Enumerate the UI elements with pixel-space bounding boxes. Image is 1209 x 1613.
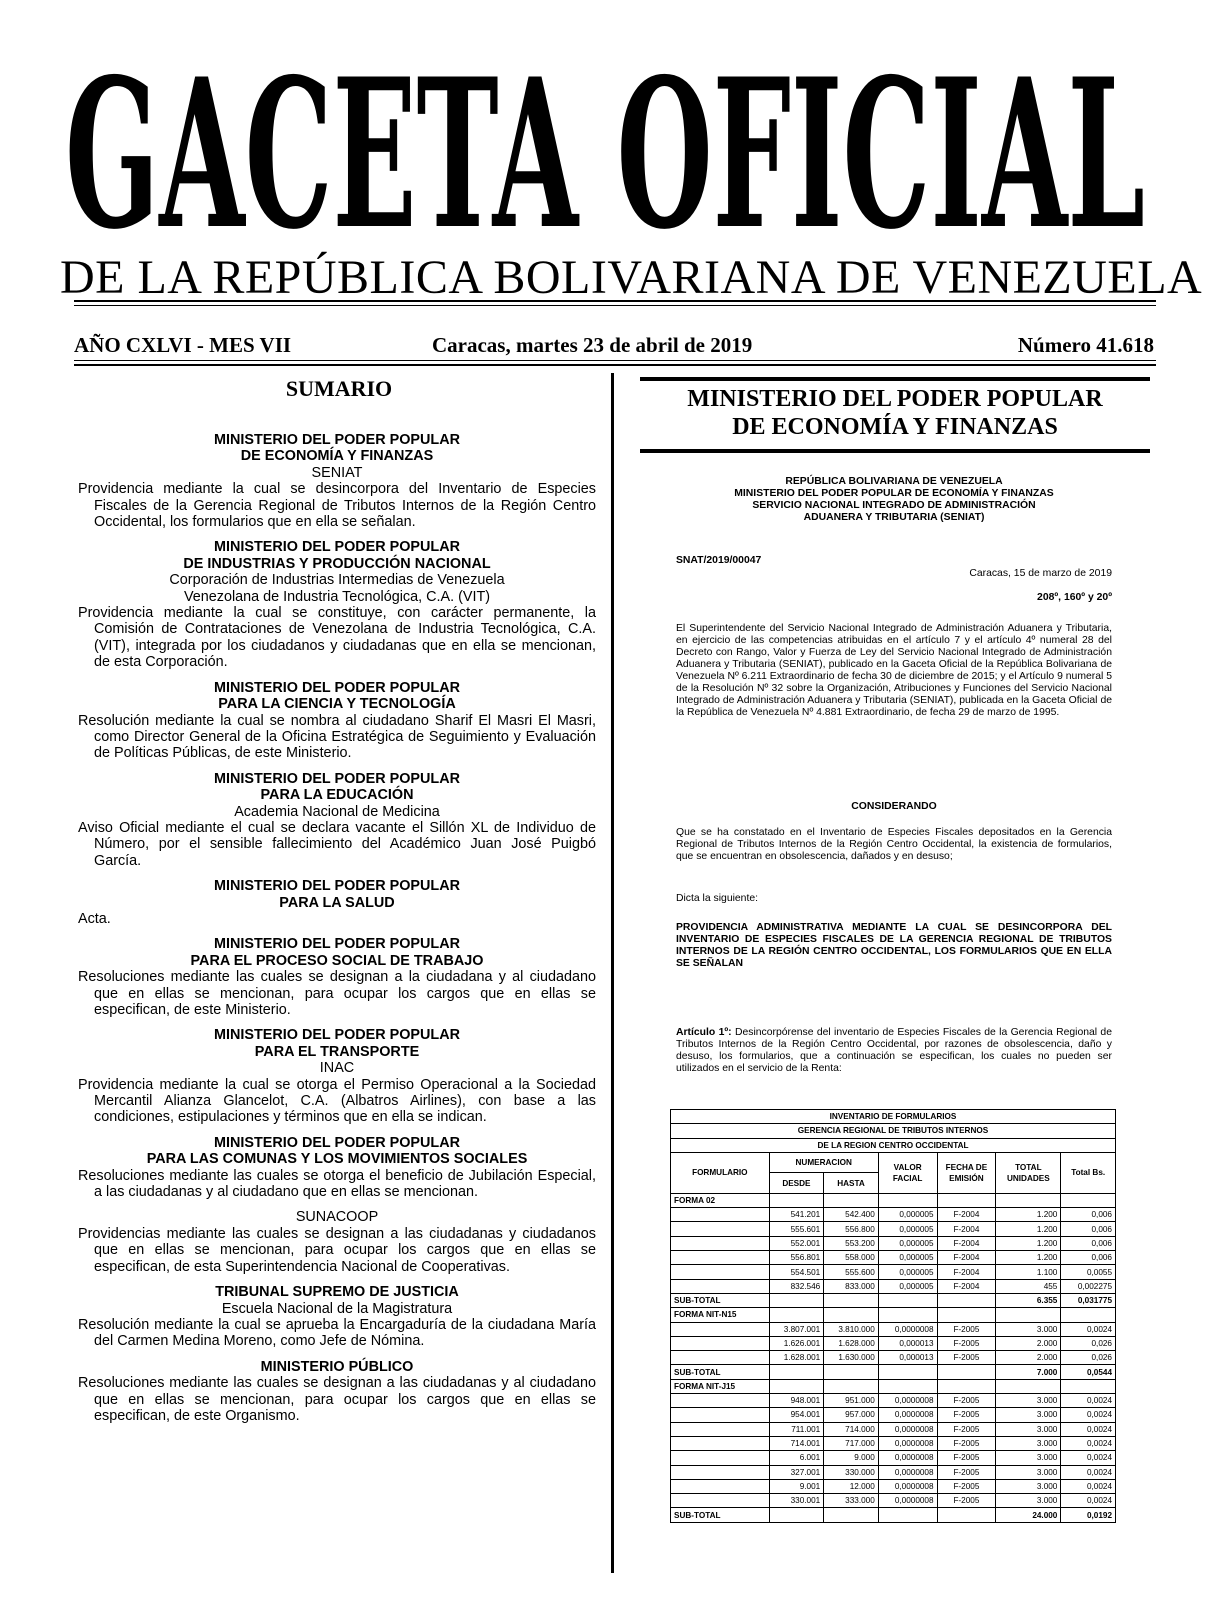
considerando-text: Que se ha constatado en el Inventario de Especies Fiscales depositados en la Gerencia Regional de Tributos Internos de la Región Centro Occidental, la existencia de formularios, que se encuentran en obsolescencia, dañados y en desuso; <box>676 827 1112 862</box>
providencia-title: PROVIDENCIA ADMINISTRATIVA MEDIANTE LA CUAL SE DESINCORPORA DEL INVENTARIO DE ESPECIES FISCALES DE LA GERENCIA REGIONAL DE TRIBUTOS INTERNOS DE LA REGIÓN CENTRO OCCIDENTAL, LOS FORMULARIOS QUE EN ELLA SE SEÑALAN <box>676 922 1112 969</box>
empty-cell <box>671 1451 770 1465</box>
total-bs-cell: 0,0024 <box>1061 1494 1116 1508</box>
empty-cell <box>878 1308 937 1322</box>
empty-cell <box>878 1193 937 1207</box>
hasta-cell: 714.000 <box>824 1422 879 1436</box>
total-bs-cell: 0,006 <box>1061 1236 1116 1250</box>
section-heading: PARA EL PROCESO SOCIAL DE TRABAJO <box>190 952 484 969</box>
section-subheading: Escuela Nacional de la Magistratura <box>221 1300 453 1317</box>
empty-cell <box>824 1193 879 1207</box>
section-entry: Resoluciones mediante las cuales se designan a las ciudadanas y al ciudadano que en ellas se mencionan, para ocupar los cargos que en ellas se especifican, de este Organismo. <box>78 1375 596 1424</box>
empty-cell <box>769 1365 824 1379</box>
subtotal-label: SUB-TOTAL <box>671 1293 770 1307</box>
table-title-2: GERENCIA REGIONAL DE TRIBUTOS INTERNOS <box>671 1124 1116 1138</box>
empty-cell <box>769 1379 824 1393</box>
empty-cell <box>937 1293 996 1307</box>
total-unidades-cell: 3.000 <box>996 1479 1061 1493</box>
valor-facial-cell: 0,000005 <box>878 1251 937 1265</box>
section-heading: MINISTERIO DEL PODER POPULAR <box>214 770 460 787</box>
group-name-cell: FORMA NIT-J15 <box>671 1379 770 1393</box>
fecha-emision-cell: F-2005 <box>937 1494 996 1508</box>
valor-facial-cell: 0,0000008 <box>878 1479 937 1493</box>
section-heading: PARA LAS COMUNAS Y LOS MOVIMIENTOS SOCIALES <box>146 1151 528 1168</box>
table-title-1: INVENTARIO DE FORMULARIOS <box>671 1110 1116 1124</box>
header-line: MINISTERIO DEL PODER POPULAR DE ECONOMÍA Y FINANZAS <box>734 488 1054 499</box>
empty-cell <box>671 1236 770 1250</box>
sumario-section-industrias <box>78 539 596 670</box>
col-total-bs: Total Bs. <box>1061 1152 1116 1193</box>
section-entry: Resoluciones mediante las cuales se designan a la ciudadana y al ciudadano que en ellas se mencionan, para ocupar los cargos que en ellas se especifican, de este Ministerio. <box>78 969 596 1018</box>
table-row <box>671 1251 1116 1265</box>
fecha-emision-cell: F-2005 <box>937 1465 996 1479</box>
valor-facial-cell: 0,0000008 <box>878 1451 937 1465</box>
desde-cell: 711.001 <box>769 1422 824 1436</box>
valor-facial-cell: 0,0000008 <box>878 1465 937 1479</box>
sumario-section-trabajo <box>78 936 596 1018</box>
fecha-emision-cell: F-2005 <box>937 1408 996 1422</box>
fecha-emision-cell: F-2004 <box>937 1251 996 1265</box>
hasta-cell: 553.200 <box>824 1236 879 1250</box>
total-unidades-cell: 3.000 <box>996 1322 1061 1336</box>
section-subheading: Corporación de Industrias Intermedias de Venezuela <box>169 572 505 589</box>
valor-facial-cell: 0,000013 <box>878 1351 937 1365</box>
desde-cell: 3.807.001 <box>769 1322 824 1336</box>
valor-facial-cell: 0,0000008 <box>878 1436 937 1450</box>
fecha-emision-cell: F-2004 <box>937 1236 996 1250</box>
ministry-rule-top <box>640 377 1150 381</box>
group-header-row <box>671 1308 1116 1322</box>
hasta-cell: 833.000 <box>824 1279 879 1293</box>
empty-cell <box>769 1193 824 1207</box>
total-bs-cell: 0,006 <box>1061 1208 1116 1222</box>
document-intro: El Superintendente del Servicio Nacional Integrado de Administración Aduanera y Tributaria, en ejercicio de las competencias atribuidas en el artículo 7 y el artículo 4º numeral 28 del Decreto con Rango, Valor y Fuerza de Ley del Servicio Nacional Integrado de Administración Aduanera y Tributaria (SENIAT), publicado en la Gaceta Oficial de la República Bolivariana de Venezuela Nº 6.211 Extraordinario de fecha 30 de diciembre de 2015; y el Artículo 9 numeral 5 de la Resolución Nº 32 sobre la Organización, Atribuciones y Funciones del Servicio Nacional Integrado de Administración Aduanera y Tributaria (SENIAT), publicada en la Gaceta Oficial de la República de Venezuela Nº 4.881 Extraordinario, de fecha 29 de marzo de 1995. <box>676 623 1112 718</box>
section-heading: MINISTERIO DEL PODER POPULAR <box>214 432 460 448</box>
empty-cell <box>1061 1379 1116 1393</box>
empty-cell <box>1061 1308 1116 1322</box>
section-heading: DE ECONOMÍA Y FINANZAS <box>240 448 434 465</box>
section-heading: MINISTERIO DEL PODER POPULAR <box>214 936 460 953</box>
table-row <box>671 1208 1116 1222</box>
issue-rule-thin <box>74 360 1156 361</box>
section-subheading: Venezolana de Industria Tecnológica, C.A. (VIT) <box>183 588 491 605</box>
total-bs-cell: 0,0024 <box>1061 1451 1116 1465</box>
valor-facial-cell: 0,0000008 <box>878 1394 937 1408</box>
valor-facial-cell: 0,0000008 <box>878 1408 937 1422</box>
total-bs-cell: 0,0024 <box>1061 1422 1116 1436</box>
articulo-label: Artículo 1º: <box>676 1027 732 1038</box>
table-row <box>671 1422 1116 1436</box>
valor-facial-cell: 0,000013 <box>878 1336 937 1350</box>
empty-cell <box>878 1365 937 1379</box>
header-line: ADUANERA Y TRIBUTARIA (SENIAT) <box>803 512 985 523</box>
total-unidades-cell: 455 <box>996 1279 1061 1293</box>
desde-cell: 552.001 <box>769 1236 824 1250</box>
document-header <box>676 476 1112 524</box>
sumario-section-salud <box>78 878 596 927</box>
empty-cell <box>996 1308 1061 1322</box>
desde-cell: 714.001 <box>769 1436 824 1450</box>
desde-cell: 9.001 <box>769 1479 824 1493</box>
hasta-cell: 957.000 <box>824 1408 879 1422</box>
empty-cell <box>937 1193 996 1207</box>
fecha-emision-cell: F-2005 <box>937 1351 996 1365</box>
subtotal-bs-cell: 0,0192 <box>1061 1508 1116 1522</box>
desde-cell: 832.546 <box>769 1279 824 1293</box>
total-bs-cell: 0,002275 <box>1061 1279 1116 1293</box>
sumario-section-ciencia <box>78 680 596 762</box>
hasta-cell: 333.000 <box>824 1494 879 1508</box>
hasta-cell: 542.400 <box>824 1208 879 1222</box>
empty-cell <box>937 1508 996 1522</box>
table-row <box>671 1279 1116 1293</box>
col-total-unidades: TOTAL UNIDADES <box>996 1152 1061 1193</box>
empty-cell <box>824 1508 879 1522</box>
empty-cell <box>671 1351 770 1365</box>
desde-cell: 541.201 <box>769 1208 824 1222</box>
total-unidades-cell: 1.200 <box>996 1251 1061 1265</box>
desde-cell: 1.628.001 <box>769 1351 824 1365</box>
empty-cell <box>937 1379 996 1393</box>
desde-cell: 954.001 <box>769 1408 824 1422</box>
empty-cell <box>769 1508 824 1522</box>
group-header-row <box>671 1193 1116 1207</box>
valor-facial-cell: 0,0000008 <box>878 1494 937 1508</box>
group-name-cell: FORMA 02 <box>671 1193 770 1207</box>
masthead-title <box>60 66 1150 256</box>
hasta-cell: 1.628.000 <box>824 1336 879 1350</box>
valor-facial-cell: 0,000005 <box>878 1279 937 1293</box>
section-heading: MINISTERIO DEL PODER POPULAR <box>214 679 460 696</box>
col-numeracion: NUMERACION <box>769 1152 878 1173</box>
table-row <box>671 1236 1116 1250</box>
section-entry: Providencia mediante la cual se constituye, con carácter permanente, la Comisión de Contrataciones de Venezolana de Industria Tecnológica, C.A. (VIT), integrada por los ciudadanos y ciudadanas que en ella se mencionan, de esta Corporación. <box>78 605 596 671</box>
section-heading: PARA LA SALUD <box>279 894 395 911</box>
dicta-text: Dicta la siguiente: <box>676 893 759 904</box>
desde-cell: 330.001 <box>769 1494 824 1508</box>
section-heading: MINISTERIO DEL PODER POPULAR <box>214 1134 460 1151</box>
valor-facial-cell: 0,0000008 <box>878 1322 937 1336</box>
empty-cell <box>878 1293 937 1307</box>
fecha-emision-cell: F-2005 <box>937 1422 996 1436</box>
col-hasta: HASTA <box>824 1173 879 1194</box>
sumario-section-comunas <box>78 1135 596 1201</box>
total-unidades-cell: 1.100 <box>996 1265 1061 1279</box>
table-row <box>671 1494 1116 1508</box>
empty-cell <box>671 1479 770 1493</box>
subtotal-unidades-cell: 24.000 <box>996 1508 1061 1522</box>
empty-cell <box>1061 1193 1116 1207</box>
sumario-title: SUMARIO <box>285 376 393 401</box>
total-unidades-cell: 3.000 <box>996 1394 1061 1408</box>
total-bs-cell: 0,006 <box>1061 1222 1116 1236</box>
fecha-emision-cell: F-2005 <box>937 1479 996 1493</box>
section-entry: Acta. <box>78 910 111 927</box>
valor-facial-cell: 0,000005 <box>878 1208 937 1222</box>
empty-cell <box>671 1208 770 1222</box>
empty-cell <box>824 1293 879 1307</box>
total-unidades-cell: 1.200 <box>996 1222 1061 1236</box>
section-entry: Aviso Oficial mediante el cual se declara vacante el Sillón XL de Individuo de Número, por el sensible fallecimiento del Académico Juan José Puigbó García. <box>78 819 596 869</box>
desde-cell: 948.001 <box>769 1394 824 1408</box>
masthead-title-text: GACETA OFICIAL <box>65 66 1145 256</box>
total-bs-cell: 0,006 <box>1061 1251 1116 1265</box>
empty-cell <box>671 1394 770 1408</box>
section-heading: DE INDUSTRIAS Y PRODUCCIÓN NACIONAL <box>183 555 491 572</box>
desde-cell: 556.801 <box>769 1251 824 1265</box>
total-bs-cell: 0,026 <box>1061 1351 1116 1365</box>
col-valor-facial: VALOR FACIAL <box>878 1152 937 1193</box>
issue-number: Número 41.618 <box>1017 333 1154 357</box>
total-unidades-cell: 3.000 <box>996 1422 1061 1436</box>
header-line: SERVICIO NACIONAL INTEGRADO DE ADMINISTRACIÓN <box>752 500 1036 511</box>
empty-cell <box>878 1508 937 1522</box>
empty-cell <box>671 1322 770 1336</box>
section-subheading: INAC <box>319 1060 355 1077</box>
masthead-rule-top <box>74 300 1156 302</box>
empty-cell <box>824 1308 879 1322</box>
table-title-3: DE LA REGION CENTRO OCCIDENTAL <box>671 1138 1116 1152</box>
empty-cell <box>671 1465 770 1479</box>
subtotal-unidades-cell: 7.000 <box>996 1365 1061 1379</box>
table-row <box>671 1336 1116 1350</box>
desde-cell: 6.001 <box>769 1451 824 1465</box>
document-years: 208º, 160º y 20º <box>1037 592 1112 603</box>
desde-cell: 1.626.001 <box>769 1336 824 1350</box>
sumario-section-educacion <box>78 771 596 869</box>
hasta-cell: 951.000 <box>824 1394 879 1408</box>
total-bs-cell: 0,0024 <box>1061 1479 1116 1493</box>
empty-cell <box>671 1422 770 1436</box>
valor-facial-cell: 0,0000008 <box>878 1422 937 1436</box>
empty-cell <box>937 1308 996 1322</box>
table-row <box>671 1408 1116 1422</box>
table-row <box>671 1451 1116 1465</box>
ministry-title-line1: MINISTERIO DEL PODER POPULAR <box>687 386 1103 412</box>
desde-cell: 327.001 <box>769 1465 824 1479</box>
col-formulario: FORMULARIO <box>671 1152 770 1193</box>
fecha-emision-cell: F-2005 <box>937 1336 996 1350</box>
section-subheading: SUNACOOP <box>295 1209 379 1226</box>
group-header-row <box>671 1379 1116 1393</box>
fecha-emision-cell: F-2005 <box>937 1394 996 1408</box>
table-row <box>671 1322 1116 1336</box>
masthead-subtitle: DE LA REPÚBLICA BOLIVARIANA DE VENEZUELA <box>60 251 1203 304</box>
table-row <box>671 1479 1116 1493</box>
fecha-emision-cell: F-2005 <box>937 1436 996 1450</box>
section-entry: Resolución mediante la cual se aprueba la Encargaduría de la ciudadana María del Carmen Medina Moreno, como Jefe de Nómina. <box>78 1316 596 1350</box>
inventory-table <box>670 1109 1116 1523</box>
sumario-section-sunacoop <box>78 1209 596 1275</box>
valor-facial-cell: 0,000005 <box>878 1236 937 1250</box>
subtotal-label: SUB-TOTAL <box>671 1508 770 1522</box>
fecha-emision-cell: F-2004 <box>937 1265 996 1279</box>
issue-rule-bottom <box>74 364 1156 366</box>
table-row <box>671 1394 1116 1408</box>
empty-cell <box>937 1365 996 1379</box>
subtotal-label: SUB-TOTAL <box>671 1365 770 1379</box>
empty-cell <box>996 1379 1061 1393</box>
section-heading: MINISTERIO DEL PODER POPULAR <box>214 1027 460 1044</box>
total-unidades-cell: 3.000 <box>996 1408 1061 1422</box>
table-row <box>671 1436 1116 1450</box>
hasta-cell: 1.630.000 <box>824 1351 879 1365</box>
empty-cell <box>671 1222 770 1236</box>
issue-year-month: AÑO CXLVI - MES VII <box>74 333 292 357</box>
section-entry: Providencia mediante la cual se desincorpora del Inventario de Especies Fiscales de la Gerencia Regional de Tributos Internos de la Región Centro Occidental, los formularios que en ella se señalan. <box>78 481 596 531</box>
column-divider <box>611 373 614 1573</box>
subtotal-bs-cell: 0,0544 <box>1061 1365 1116 1379</box>
sumario-section-tsj <box>78 1284 596 1350</box>
empty-cell <box>878 1379 937 1393</box>
col-desde: DESDE <box>769 1173 824 1194</box>
sumario-section-ministerio-publico <box>78 1359 596 1425</box>
total-unidades-cell: 2.000 <box>996 1336 1061 1350</box>
col-fecha-emision: FECHA DE EMISIÓN <box>937 1152 996 1193</box>
hasta-cell: 555.600 <box>824 1265 879 1279</box>
section-entry: Resolución mediante la cual se nombra al ciudadano Sharif El Masri El Masri, como Director General de la Oficina Estratégica de Seguimiento y Evaluación de Políticas Públicas, de este Ministerio. <box>78 712 596 762</box>
section-subheading: Academia Nacional de Medicina <box>234 803 440 820</box>
header-line: REPÚBLICA BOLIVARIANA DE VENEZUELA <box>785 476 1003 487</box>
empty-cell <box>671 1436 770 1450</box>
empty-cell <box>824 1379 879 1393</box>
total-unidades-cell: 1.200 <box>996 1236 1061 1250</box>
total-bs-cell: 0,0024 <box>1061 1408 1116 1422</box>
empty-cell <box>769 1308 824 1322</box>
table-row <box>671 1222 1116 1236</box>
sumario-list <box>78 432 596 1433</box>
issue-date: Caracas, martes 23 de abril de 2019 <box>432 333 753 357</box>
ministry-title-line2: DE ECONOMÍA Y FINANZAS <box>732 414 1058 440</box>
total-bs-cell: 0,0024 <box>1061 1436 1116 1450</box>
hasta-cell: 330.000 <box>824 1465 879 1479</box>
section-entry: Resoluciones mediante las cuales se otorga el beneficio de Jubilación Especial, a las ciudadanas y al ciudadano que en ellas se mencionan. <box>78 1167 596 1201</box>
empty-cell <box>671 1336 770 1350</box>
fecha-emision-cell: F-2005 <box>937 1451 996 1465</box>
total-bs-cell: 0,0024 <box>1061 1322 1116 1336</box>
fecha-emision-cell: F-2004 <box>937 1279 996 1293</box>
empty-cell <box>769 1293 824 1307</box>
articulo-1 <box>676 1027 1112 1075</box>
section-heading: TRIBUNAL SUPREMO DE JUSTICIA <box>215 1284 459 1301</box>
section-heading: PARA LA CIENCIA Y TECNOLOGÍA <box>218 696 456 713</box>
ministry-title <box>640 385 1150 441</box>
total-bs-cell: 0,0024 <box>1061 1465 1116 1479</box>
hasta-cell: 3.810.000 <box>824 1322 879 1336</box>
table-row <box>671 1265 1116 1279</box>
valor-facial-cell: 0,000005 <box>878 1222 937 1236</box>
empty-cell <box>671 1408 770 1422</box>
empty-cell <box>671 1265 770 1279</box>
fecha-emision-cell: F-2004 <box>937 1222 996 1236</box>
subtotal-row <box>671 1365 1116 1379</box>
fecha-emision-cell: F-2005 <box>937 1322 996 1336</box>
ministry-rule-bottom <box>640 449 1150 453</box>
section-heading: MINISTERIO DEL PODER POPULAR <box>214 878 460 895</box>
hasta-cell: 9.000 <box>824 1451 879 1465</box>
sumario-section-transporte <box>78 1027 596 1125</box>
subtotal-unidades-cell: 6.355 <box>996 1293 1061 1307</box>
sumario-section-economia <box>78 432 596 530</box>
hasta-cell: 717.000 <box>824 1436 879 1450</box>
hasta-cell: 558.000 <box>824 1251 879 1265</box>
total-bs-cell: 0,026 <box>1061 1336 1116 1350</box>
total-bs-cell: 0,0055 <box>1061 1265 1116 1279</box>
document-date: Caracas, 15 de marzo de 2019 <box>969 568 1112 579</box>
desde-cell: 554.501 <box>769 1265 824 1279</box>
section-heading: MINISTERIO DEL PODER POPULAR <box>214 539 460 556</box>
valor-facial-cell: 0,000005 <box>878 1265 937 1279</box>
considerando-title: CONSIDERANDO <box>851 801 937 812</box>
empty-cell <box>671 1251 770 1265</box>
empty-cell <box>824 1365 879 1379</box>
section-heading: PARA EL TRANSPORTE <box>254 1043 420 1060</box>
total-unidades-cell: 3.000 <box>996 1451 1061 1465</box>
masthead-rule-top-thin <box>74 305 1156 306</box>
section-entry: Providencia mediante la cual se otorga el Permiso Operacional a la Sociedad Mercantil Alianza Glancelot, C.A. (Albatros Airlines), con base a las condiciones, estipulaciones y términos que en ella se indican. <box>78 1076 596 1126</box>
table-row <box>671 1465 1116 1479</box>
hasta-cell: 12.000 <box>824 1479 879 1493</box>
desde-cell: 555.601 <box>769 1222 824 1236</box>
empty-cell <box>671 1494 770 1508</box>
articulo-text: Desincorpórense del inventario de Especies Fiscales de la Gerencia Regional de Tributos Internos de la Región Centro Occidental, por razones de obsolescencia, daño y desuso, los formularios, que a continuación se especifican, los cuales no pueden ser utilizados en el servicio de la Renta: <box>676 1027 1112 1074</box>
total-unidades-cell: 1.200 <box>996 1208 1061 1222</box>
hasta-cell: 556.800 <box>824 1222 879 1236</box>
subtotal-row <box>671 1293 1116 1307</box>
empty-cell <box>996 1193 1061 1207</box>
total-unidades-cell: 3.000 <box>996 1494 1061 1508</box>
subtotal-row <box>671 1508 1116 1522</box>
fecha-emision-cell: F-2004 <box>937 1208 996 1222</box>
document-reference: SNAT/2019/00047 <box>676 555 762 566</box>
inventory-table-body <box>671 1193 1116 1522</box>
section-heading: MINISTERIO PÚBLICO <box>260 1358 414 1375</box>
table-row <box>671 1351 1116 1365</box>
section-subheading: SENIAT <box>311 464 363 481</box>
total-unidades-cell: 3.000 <box>996 1436 1061 1450</box>
total-unidades-cell: 3.000 <box>996 1465 1061 1479</box>
group-name-cell: FORMA NIT-N15 <box>671 1308 770 1322</box>
subtotal-bs-cell: 0,031775 <box>1061 1293 1116 1307</box>
total-unidades-cell: 2.000 <box>996 1351 1061 1365</box>
section-heading: PARA LA EDUCACIÓN <box>260 787 414 804</box>
total-bs-cell: 0,0024 <box>1061 1394 1116 1408</box>
section-entry: Providencias mediante las cuales se designan a las ciudadanas y ciudadanos que en ellas se mencionan, para ocupar los cargos que en ellas se especifican, de esta Superintendencia Nacional de Cooperativas. <box>78 1225 596 1275</box>
empty-cell <box>671 1279 770 1293</box>
